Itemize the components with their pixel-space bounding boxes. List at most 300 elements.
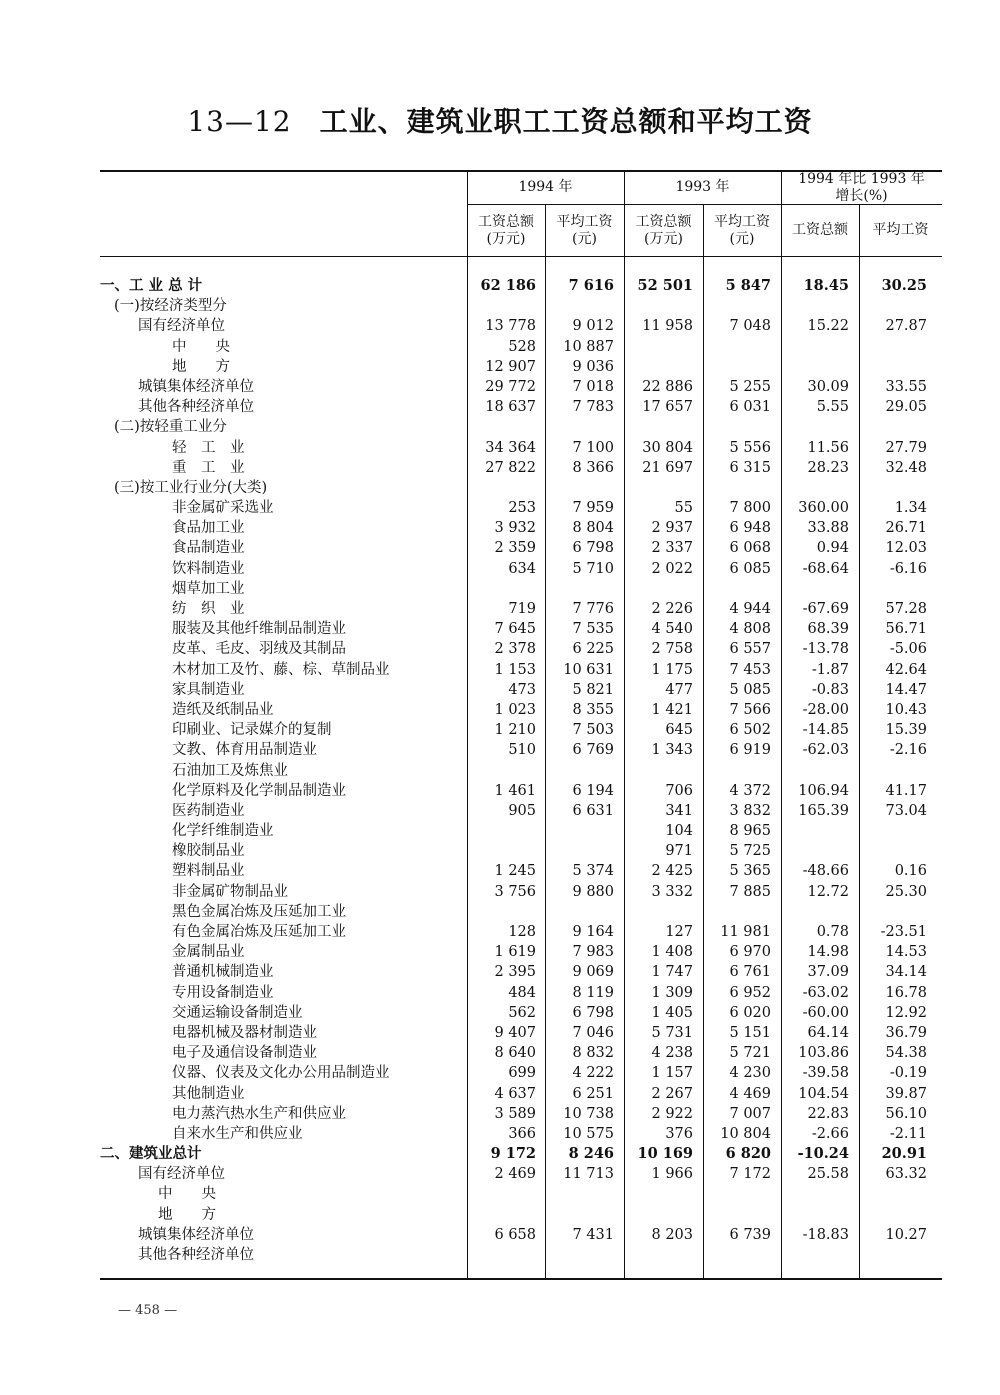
cell-value: 6 251 — [572, 1085, 614, 1102]
row-label: 非金属矿物制品业 — [172, 883, 288, 900]
cell-value: 9 012 — [572, 318, 614, 335]
cell-value: -5.06 — [889, 641, 927, 658]
header-unit: (元) — [572, 231, 597, 247]
cell-value: 634 — [508, 560, 536, 577]
cell-value: 1 153 — [494, 661, 536, 678]
table-row — [100, 922, 942, 942]
table-row — [100, 781, 942, 801]
cell-value: 18 637 — [485, 399, 536, 416]
cell-value: 15.22 — [807, 318, 849, 335]
page-title — [0, 100, 1000, 140]
cell-value: 484 — [508, 984, 536, 1001]
cell-value: 1 309 — [651, 984, 693, 1001]
cell-value: 1.34 — [894, 500, 927, 517]
cell-value: 128 — [508, 924, 536, 940]
row-label: 化学原料及化学制品制造业 — [172, 782, 346, 799]
cell-value: 4 944 — [729, 601, 771, 617]
cell-value: 2 226 — [651, 601, 693, 617]
row-label: 服装及其他纤维制品制造业 — [172, 621, 346, 638]
table-row — [100, 639, 942, 659]
cell-value: 6 761 — [729, 964, 771, 981]
table-row — [100, 1023, 942, 1043]
table-row — [100, 1104, 942, 1124]
header-text: 平均工资 — [556, 214, 613, 230]
row-label: (三)按工业行业分(大类) — [114, 479, 268, 496]
cell-value: -60.00 — [802, 1004, 849, 1021]
cell-value: 21 697 — [642, 459, 693, 476]
cell-value: 5 731 — [651, 1024, 693, 1041]
cell-value: 5 721 — [729, 1045, 771, 1062]
table-row — [100, 983, 942, 1003]
cell-value: -0.83 — [811, 681, 849, 698]
row-label: 木材加工及竹、藤、棕、草制品业 — [172, 661, 390, 678]
cell-value: -39.58 — [802, 1065, 849, 1082]
cell-value: 20.91 — [881, 1145, 927, 1163]
table-row — [100, 1245, 942, 1265]
table-row — [100, 1205, 942, 1225]
table-row — [100, 559, 942, 579]
cell-value: 699 — [508, 1065, 536, 1082]
row-label: 石油加工及炼焦业 — [172, 762, 288, 779]
table-row — [100, 417, 942, 437]
cell-value: 33.55 — [885, 378, 927, 395]
cell-value: -18.83 — [802, 1226, 849, 1243]
table-row — [100, 1164, 942, 1184]
header-growth — [781, 171, 942, 205]
cell-value: 360.00 — [798, 500, 849, 517]
cell-value: 18.45 — [803, 277, 849, 294]
row-label: (二)按轻重工业分 — [114, 419, 227, 436]
row-label: 塑料制品业 — [172, 863, 245, 880]
row-label: 化学纤维制造业 — [172, 823, 274, 840]
cell-value: 12.72 — [807, 883, 849, 900]
row-label: 电力蒸汽热水生产和供应业 — [172, 1105, 346, 1122]
cell-value: 11.56 — [807, 439, 849, 456]
table-row — [100, 761, 942, 781]
table-number: 13—12 — [187, 105, 292, 138]
cell-value: 6 798 — [572, 540, 614, 557]
cell-value: 5 365 — [729, 863, 771, 880]
cell-value: 11 713 — [563, 1166, 614, 1183]
cell-value: -10.24 — [797, 1145, 849, 1163]
cell-value: 645 — [665, 722, 693, 739]
cell-value: 6 502 — [729, 722, 771, 739]
cell-value: 27 822 — [485, 459, 536, 476]
row-label: 国有经济单位 — [138, 318, 225, 335]
cell-value: 7 100 — [572, 439, 614, 456]
cell-value: -13.78 — [802, 641, 849, 658]
cell-value: 12.03 — [885, 540, 927, 557]
row-label: 皮革、毛皮、羽绒及其制品 — [172, 641, 346, 658]
cell-value: 55 — [674, 500, 693, 517]
cell-value: -2.16 — [889, 742, 927, 759]
row-label: 纺 织 业 — [172, 601, 245, 617]
cell-value: 2 937 — [651, 520, 693, 537]
cell-value: 127 — [665, 924, 693, 940]
cell-value: 1 023 — [494, 701, 536, 718]
cell-value: 376 — [665, 1125, 693, 1142]
row-label: 其他制造业 — [172, 1085, 245, 1102]
cell-value: 6 225 — [572, 641, 614, 658]
table-row — [100, 478, 942, 498]
cell-value: 6 820 — [725, 1145, 771, 1163]
cell-value: -2.11 — [889, 1125, 927, 1142]
cell-value: 10 169 — [637, 1145, 693, 1163]
cell-value: 4 230 — [729, 1065, 771, 1082]
row-label: 有色金属冶炼及压延加工业 — [172, 924, 346, 940]
cell-value: 10.27 — [885, 1226, 927, 1243]
cell-value: 12.92 — [885, 1004, 927, 1021]
table-row — [100, 296, 942, 316]
table-row — [100, 619, 942, 639]
cell-value: 7 783 — [572, 399, 614, 416]
row-label: 医药制造业 — [172, 802, 245, 819]
cell-value: 5.55 — [816, 399, 849, 416]
cell-value: 528 — [508, 338, 536, 355]
cell-value: 13 778 — [485, 318, 536, 335]
cell-value: 2 395 — [494, 964, 536, 981]
table-row — [100, 1225, 942, 1245]
table-row — [100, 1063, 942, 1083]
cell-value: 2 378 — [494, 641, 536, 658]
table-row — [100, 902, 942, 922]
cell-value: 5 151 — [729, 1024, 771, 1041]
header-1994-avg-wage — [545, 214, 624, 248]
cell-value: 5 710 — [572, 560, 614, 577]
cell-value: 7 616 — [568, 277, 614, 294]
table-body — [100, 276, 942, 1265]
cell-value: -23.51 — [880, 924, 927, 940]
cell-value: 7 172 — [729, 1166, 771, 1183]
table-row — [100, 1144, 942, 1164]
cell-value: 7 885 — [729, 883, 771, 900]
cell-value: 2 022 — [651, 560, 693, 577]
header-1993-avg-wage — [703, 214, 781, 248]
cell-value: 14.53 — [885, 944, 927, 961]
header-growth-line1: 1994 年比 1993 年 — [798, 171, 925, 187]
row-label: 中 央 — [158, 1186, 216, 1203]
header-1993-wage-total — [624, 214, 703, 248]
cell-value: 10 631 — [563, 661, 614, 678]
cell-value: 706 — [665, 782, 693, 799]
cell-value: 10 887 — [563, 338, 614, 355]
table-row — [100, 680, 942, 700]
cell-value: 341 — [665, 802, 693, 819]
row-label: 印刷业、记录媒介的复制 — [172, 722, 332, 739]
row-label: 食品制造业 — [172, 540, 245, 557]
cell-value: 4 808 — [729, 621, 771, 638]
row-label: 电器机械及器材制造业 — [172, 1024, 317, 1041]
cell-value: 36.79 — [885, 1024, 927, 1041]
row-label: (一)按经济类型分 — [114, 298, 227, 315]
table-title: 工业、建筑业职工工资总额和平均工资 — [319, 105, 813, 138]
cell-value: 8 965 — [729, 823, 771, 840]
cell-value: 1 157 — [651, 1065, 693, 1082]
cell-value: 1 747 — [651, 964, 693, 981]
cell-value: 27.79 — [885, 439, 927, 456]
table-row — [100, 599, 942, 619]
cell-value: 510 — [508, 742, 536, 759]
cell-value: 5 725 — [729, 843, 771, 860]
cell-value: 8 119 — [572, 984, 614, 1001]
table-row — [100, 801, 942, 821]
cell-value: 7 503 — [572, 722, 614, 739]
cell-value: 6 948 — [729, 520, 771, 537]
cell-value: 30.25 — [881, 277, 927, 294]
cell-value: 22.83 — [807, 1105, 849, 1122]
cell-value: 1 421 — [651, 701, 693, 718]
cell-value: 63.32 — [885, 1166, 927, 1183]
cell-value: 34.14 — [885, 964, 927, 981]
table-row — [100, 882, 942, 902]
cell-value: 9 407 — [494, 1024, 536, 1041]
table-row — [100, 316, 942, 336]
cell-value: 1 461 — [494, 782, 536, 799]
header-growth-line2: 增长(%) — [835, 188, 888, 204]
table-row — [100, 438, 942, 458]
cell-value: 2 425 — [651, 863, 693, 880]
cell-value: -67.69 — [802, 601, 849, 617]
cell-value: 1 245 — [494, 863, 536, 880]
header-text: 工资总额 — [635, 214, 692, 230]
cell-value: 8 246 — [568, 1145, 614, 1163]
cell-value: 26.71 — [885, 520, 927, 537]
row-label: 其他各种经济单位 — [138, 1247, 254, 1263]
cell-value: 6 031 — [729, 399, 771, 416]
row-label: 城镇集体经济单位 — [138, 1226, 254, 1243]
header-1993: 1993 年 — [675, 179, 730, 195]
cell-value: -28.00 — [802, 701, 849, 718]
cell-value: 4 469 — [729, 1085, 771, 1102]
cell-value: 8 640 — [494, 1045, 536, 1062]
cell-value: 62 186 — [480, 277, 536, 294]
cell-value: 7 983 — [572, 944, 614, 961]
cell-value: 7 800 — [729, 500, 771, 517]
table-row — [100, 579, 942, 599]
cell-value: 6 020 — [729, 1004, 771, 1021]
cell-value: 971 — [665, 843, 693, 860]
cell-value: 0.94 — [816, 540, 849, 557]
cell-value: 1 966 — [651, 1166, 693, 1183]
cell-value: 54.38 — [885, 1045, 927, 1062]
cell-value: 29.05 — [885, 399, 927, 416]
cell-value: 3 332 — [651, 883, 693, 900]
cell-value: 41.17 — [885, 782, 927, 799]
cell-value: -6.16 — [889, 560, 927, 577]
cell-value: 5 847 — [725, 277, 771, 294]
cell-value: 14.47 — [885, 681, 927, 698]
cell-value: 6 739 — [729, 1226, 771, 1243]
row-label: 黑色金属冶炼及压延加工业 — [172, 903, 346, 920]
row-label: 自来水生产和供应业 — [172, 1125, 303, 1142]
table-row — [100, 1003, 942, 1023]
cell-value: 9 164 — [572, 924, 614, 940]
header-growth-avg-wage: 平均工资 — [872, 222, 929, 238]
header-unit: (万元) — [644, 231, 683, 247]
row-label: 城镇集体经济单位 — [138, 378, 254, 395]
cell-value: 477 — [665, 681, 693, 698]
cell-value: 2 469 — [494, 1166, 536, 1183]
cell-value: 3 932 — [494, 520, 536, 537]
cell-value: 29 772 — [485, 378, 536, 395]
cell-value: 905 — [508, 802, 536, 819]
cell-value: 6 769 — [572, 742, 614, 759]
cell-value: 52 501 — [637, 277, 693, 294]
row-label: 烟草加工业 — [172, 580, 245, 597]
table-row — [100, 700, 942, 720]
cell-value: 6 952 — [729, 984, 771, 1001]
row-label: 金属制品业 — [172, 944, 245, 961]
cell-value: 1 405 — [651, 1004, 693, 1021]
cell-value: 32.48 — [885, 459, 927, 476]
cell-value: 1 619 — [494, 944, 536, 961]
cell-value: -1.87 — [811, 661, 849, 678]
table-row — [100, 276, 942, 296]
table-row — [100, 538, 942, 558]
cell-value: 7 645 — [494, 621, 536, 638]
cell-value: 7 046 — [572, 1024, 614, 1041]
cell-value: 9 069 — [572, 964, 614, 981]
cell-value: 4 238 — [651, 1045, 693, 1062]
cell-value: 10 738 — [563, 1105, 614, 1122]
cell-value: 14.98 — [807, 944, 849, 961]
table-row — [100, 942, 942, 962]
cell-value: 7 007 — [729, 1105, 771, 1122]
cell-value: 42.64 — [885, 661, 927, 678]
cell-value: 6 919 — [729, 742, 771, 759]
cell-value: 25.30 — [885, 883, 927, 900]
cell-value: 5 556 — [729, 439, 771, 456]
page-number: — 458 — — [118, 1303, 178, 1318]
cell-value: 2 337 — [651, 540, 693, 557]
header-unit: (万元) — [486, 231, 526, 247]
cell-value: 56.10 — [885, 1105, 927, 1122]
cell-value: -63.02 — [802, 984, 849, 1001]
header-text: 工资总额 — [478, 214, 534, 230]
cell-value: 7 018 — [572, 378, 614, 395]
cell-value: 7 535 — [572, 621, 614, 638]
cell-value: -48.66 — [802, 863, 849, 880]
cell-value: 12 907 — [485, 358, 536, 375]
cell-value: 25.58 — [807, 1166, 849, 1183]
cell-value: 5 374 — [572, 863, 614, 880]
cell-value: 106.94 — [798, 782, 849, 799]
table-row — [100, 1043, 942, 1063]
cell-value: -14.85 — [802, 722, 849, 739]
cell-value: 34 364 — [485, 439, 536, 456]
row-label: 地 方 — [158, 1206, 216, 1223]
cell-value: 1 343 — [651, 742, 693, 759]
row-label: 家具制造业 — [172, 681, 245, 698]
cell-value: 11 958 — [642, 318, 693, 335]
cell-value: 30.09 — [807, 378, 849, 395]
table-row — [100, 720, 942, 740]
cell-value: 104.54 — [798, 1085, 849, 1102]
cell-value: 10 575 — [563, 1125, 614, 1142]
row-label: 交通运输设备制造业 — [172, 1004, 303, 1021]
header-growth-wage-total: 工资总额 — [792, 222, 848, 238]
header-1994-wage-total — [467, 214, 545, 248]
cell-value: 64.14 — [807, 1024, 849, 1041]
table-row — [100, 337, 942, 357]
cell-value: 4 540 — [651, 621, 693, 638]
cell-value: 7 959 — [572, 500, 614, 517]
cell-value: 719 — [508, 601, 536, 617]
cell-value: -68.64 — [802, 560, 849, 577]
cell-value: 17 657 — [642, 399, 693, 416]
cell-value: 165.39 — [798, 802, 849, 819]
cell-value: 9 880 — [572, 883, 614, 900]
row-label: 国有经济单位 — [138, 1166, 225, 1183]
cell-value: -2.66 — [811, 1125, 849, 1142]
row-label: 非金属矿采选业 — [172, 500, 274, 517]
table-row — [100, 660, 942, 680]
row-label: 重 工 业 — [172, 459, 245, 476]
cell-value: 7 566 — [729, 701, 771, 718]
row-label: 轻 工 业 — [172, 439, 245, 456]
cell-value: -62.03 — [802, 742, 849, 759]
row-label: 普通机械制造业 — [172, 964, 274, 981]
table-row — [100, 377, 942, 397]
cell-value: 7 431 — [572, 1226, 614, 1243]
cell-value: 9 036 — [572, 358, 614, 375]
table-row — [100, 962, 942, 982]
cell-value: 28.23 — [807, 459, 849, 476]
bottom-rule — [100, 1278, 942, 1280]
cell-value: 22 886 — [642, 378, 693, 395]
row-label: 专用设备制造业 — [172, 984, 274, 1001]
cell-value: 6 315 — [729, 459, 771, 476]
row-label: 中 央 — [172, 338, 230, 355]
cell-value: 33.88 — [807, 520, 849, 537]
row-label: 一、工 业 总 计 — [100, 277, 203, 294]
cell-value: 57.28 — [885, 601, 927, 617]
cell-value: 56.71 — [885, 621, 927, 638]
cell-value: 473 — [508, 681, 536, 698]
cell-value: 6 631 — [572, 802, 614, 819]
cell-value: 4 637 — [494, 1085, 536, 1102]
row-label: 地 方 — [172, 358, 230, 375]
cell-value: 562 — [508, 1004, 536, 1021]
cell-value: 5 255 — [729, 378, 771, 395]
cell-value: 4 222 — [572, 1065, 614, 1082]
cell-value: 6 194 — [572, 782, 614, 799]
cell-value: 5 085 — [729, 681, 771, 698]
cell-value: 6 658 — [494, 1226, 536, 1243]
header-bottom-rule — [100, 256, 942, 257]
table-row — [100, 458, 942, 478]
cell-value: 2 267 — [651, 1085, 693, 1102]
table-row — [100, 518, 942, 538]
cell-value: 3 756 — [494, 883, 536, 900]
cell-value: 10 804 — [720, 1125, 771, 1142]
cell-value: 6 970 — [729, 944, 771, 961]
cell-value: 15.39 — [885, 722, 927, 739]
cell-value: 104 — [665, 823, 693, 840]
row-label: 仪器、仪表及文化办公用品制造业 — [172, 1065, 390, 1082]
row-label: 电子及通信设备制造业 — [172, 1045, 317, 1062]
cell-value: 3 832 — [729, 802, 771, 819]
row-label: 其他各种经济单位 — [138, 399, 254, 416]
cell-value: 39.87 — [885, 1085, 927, 1102]
table-row — [100, 841, 942, 861]
cell-value: 8 832 — [572, 1045, 614, 1062]
cell-value: 4 372 — [729, 782, 771, 799]
cell-value: 6 798 — [572, 1004, 614, 1021]
cell-value: 8 804 — [572, 520, 614, 537]
cell-value: 68.39 — [807, 621, 849, 638]
header-text: 平均工资 — [714, 214, 770, 230]
